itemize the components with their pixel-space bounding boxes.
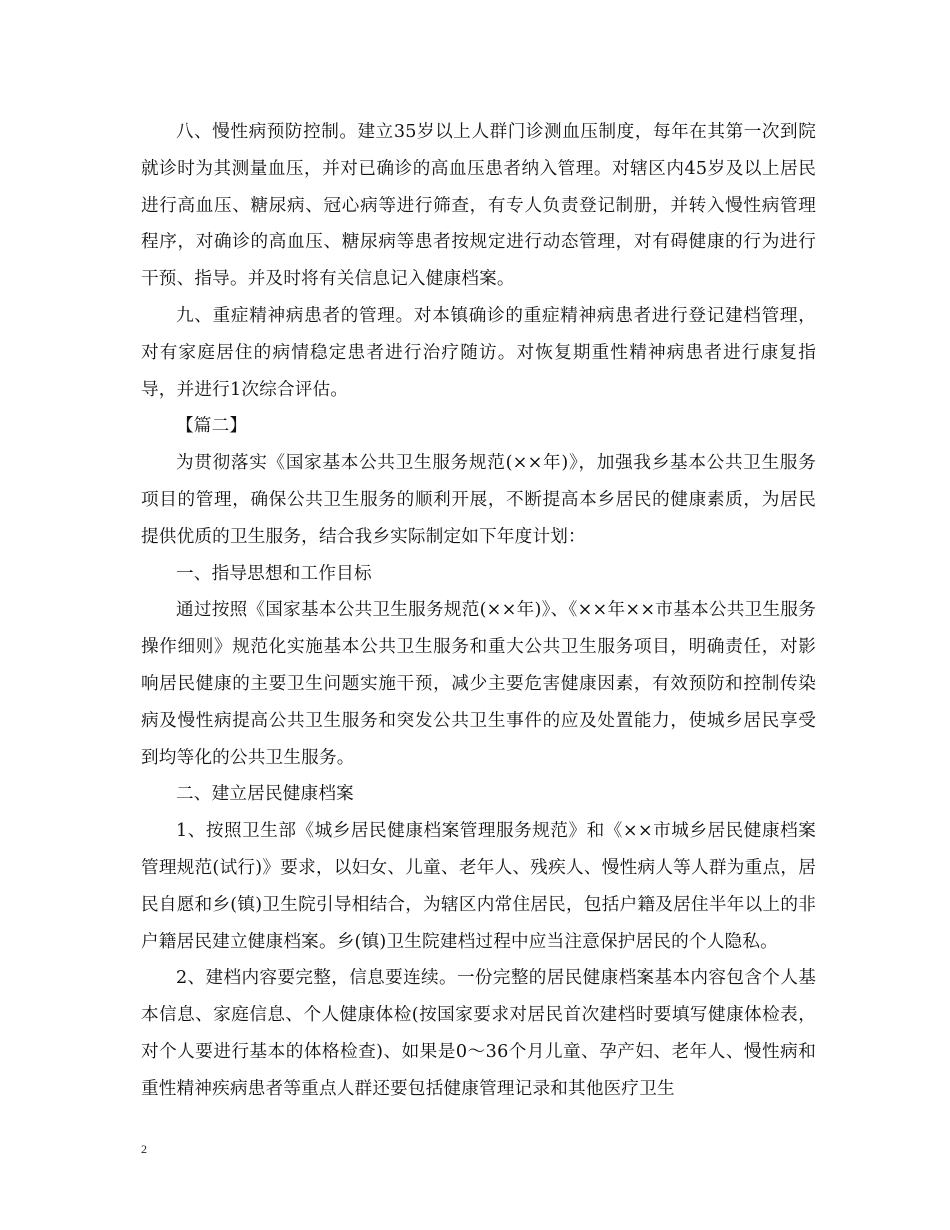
- paragraph-guiding-thought: 通过按照《国家基本公共卫生服务规范(××年)》、《××年××市基本公共卫生服务操作细则》规范化实施基本公共卫生服务和重大公共卫生服务项目，明确责任，对影响居民健康的主要卫生问题实施干预，减少主要危害健康因素，有效预防和控制传染病及慢性病提高公共卫生服务和突发公共卫生事件的应及处置能力，使城乡居民享受到均等化的公共卫生服务。: [141, 600, 816, 768]
- section-heading-part-two: 【篇二】: [176, 416, 248, 437]
- paragraph-intro: 为贯彻落实《国家基本公共卫生服务规范(××年)》，加强我乡基本公共卫生服务项目的管理，确保公共卫生服务的顺利开展，不断提高本乡居民的健康素质，为居民提供优质的卫生服务，结合我乡实际制定如下年度计划：: [141, 453, 816, 547]
- paragraph-chronic-disease: 八、慢性病预防控制。建立35岁以上人群门诊测血压制度，每年在其第一次到院就诊时为其测量血压，并对已确诊的高血压患者纳入管理。对辖区内45岁及以上居民进行高血压、糖尿病、冠心病等进行筛查，有专人负责登记制册，并转入慢性病管理程序，对确诊的高血压、糖尿病等患者按规定进行动态管理，对有碍健康的行为进行干预、指导。并及时将有关信息记入健康档案。: [141, 122, 816, 290]
- heading-guiding-thought: 一、指导思想和工作目标: [176, 563, 372, 584]
- document-body: [141, 114, 816, 1108]
- heading-health-records: 二、建立居民健康档案: [176, 784, 354, 805]
- paragraph-mental-illness: 九、重症精神病患者的管理。对本镇确诊的重症精神病患者进行登记建档管理，对有家庭居住的病情稳定患者进行治疗随访。对恢复期重性精神病患者进行康复指导，并进行1次综合评估。: [141, 305, 816, 400]
- paragraph-records-item-1: 1、按照卫生部《城乡居民健康档案管理服务规范》和《××市城乡居民健康档案管理规范(试行)》要求，以妇女、儿童、老年人、残疾人、慢性病人等人群为重点，居民自愿和乡(镇)卫生院引导相结合，为辖区内常住居民，包括户籍及居住半年以上的非户籍居民建立健康档案。乡(镇)卫生院建档过程中应当注意保护居民的个人隐私。: [141, 821, 816, 952]
- paragraph-records-item-2: 2、建档内容要完整，信息要连续。一份完整的居民健康档案基本内容包含个人基本信息、家庭信息、个人健康体检(按国家要求对居民首次建档时要填写健康体检表，对个人要进行基本的体格检查)、如果是0～36个月儿童、孕产妇、老年人、慢性病和重性精神疾病患者等重点人群还要包括健康管理记录和其他医疗卫生: [141, 968, 816, 1099]
- page-number: 2: [141, 1142, 147, 1156]
